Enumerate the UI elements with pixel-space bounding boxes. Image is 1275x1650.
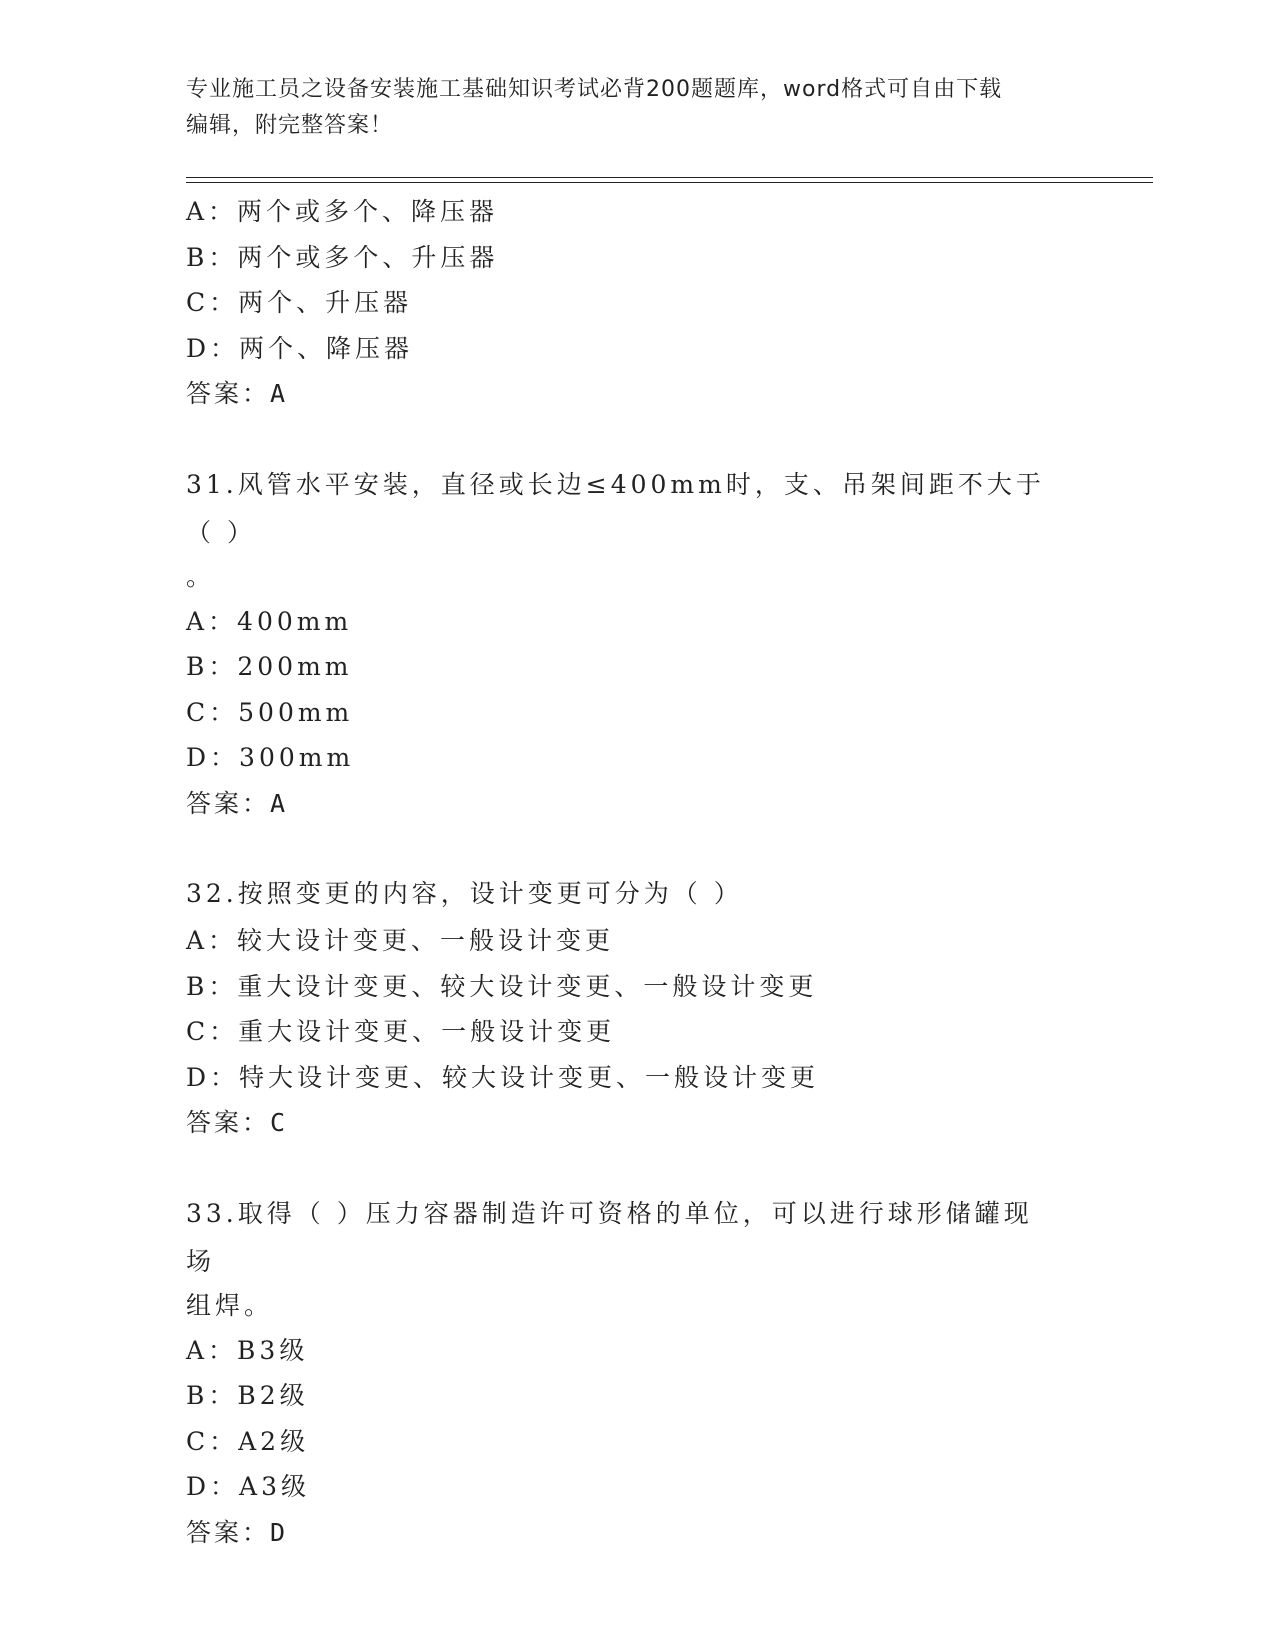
- question-33-option-d: D：A3级: [186, 1472, 311, 1501]
- answer-value: A: [270, 788, 287, 818]
- question-32-option-b: B：重大设计变更、较大设计变更、一般设计变更: [186, 971, 818, 1001]
- answer-label: 答案：: [186, 379, 271, 408]
- answer-value: A: [270, 379, 287, 408]
- question-30: [186, 189, 1086, 417]
- question-30-option-a: A：两个或多个、降压器: [186, 197, 499, 226]
- question-32-answer: [186, 1100, 1086, 1146]
- spacer: [186, 417, 1086, 461]
- question-30-option-c: C：两个、升压器: [186, 288, 413, 317]
- question-31-option-c: C：500mm: [186, 697, 354, 727]
- header-line-2: 编辑，附完整答案！: [186, 113, 394, 138]
- answer-label: 答案：: [186, 1108, 271, 1137]
- header-divider-top: [186, 177, 1153, 178]
- question-31-option-a: A：400mm: [186, 606, 353, 636]
- spacer: [186, 1146, 1086, 1190]
- question-31: [186, 461, 1086, 827]
- question-30-option-d: D：两个、降压器: [186, 333, 414, 363]
- question-31-stem: 31.风管水平安装，直径或长边≤400mm时，支、吊架间距不大于（ ）: [186, 469, 1045, 547]
- question-31-option-d: D：300mm: [186, 743, 355, 772]
- question-content: [186, 189, 1086, 1555]
- question-32-stem: 32.按照变更的内容，设计变更可分为（ ）: [186, 879, 743, 908]
- answer-label: 答案：: [186, 788, 271, 818]
- question-32: [186, 870, 1086, 1146]
- answer-value: C: [270, 1108, 287, 1137]
- question-33-option-c: C：A2级: [186, 1426, 310, 1456]
- question-33-option-a: A：B3级: [186, 1335, 309, 1365]
- header-line-1: 专业施工员之设备安装施工基础知识考试必背200题题库，word格式可自由下载: [186, 77, 1003, 102]
- spacer: [186, 826, 1086, 870]
- question-30-option-b: B：两个或多个、升压器: [186, 242, 499, 272]
- header-divider-bottom: [186, 182, 1153, 183]
- question-33-stem: 33.取得（ ）压力容器制造许可资格的单位，可以进行球形储罐现场: [186, 1198, 1033, 1276]
- question-33: [186, 1190, 1086, 1556]
- question-30-answer: [186, 371, 1086, 417]
- question-32-option-a: A：较大设计变更、一般设计变更: [186, 926, 615, 955]
- question-31-stem-continuation: 。: [186, 561, 216, 591]
- question-31-answer: [186, 781, 1086, 827]
- question-33-stem-continuation: 组焊。: [186, 1290, 274, 1320]
- document-header: [186, 72, 1066, 144]
- answer-value: D: [270, 1517, 287, 1547]
- question-32-option-d: D：特大设计变更、较大设计变更、一般设计变更: [186, 1062, 820, 1092]
- question-33-option-b: B：B2级: [186, 1381, 309, 1410]
- question-32-option-c: C：重大设计变更、一般设计变更: [186, 1017, 616, 1046]
- question-31-option-b: B：200mm: [186, 652, 353, 681]
- question-33-answer: [186, 1510, 1086, 1556]
- answer-label: 答案：: [186, 1517, 271, 1547]
